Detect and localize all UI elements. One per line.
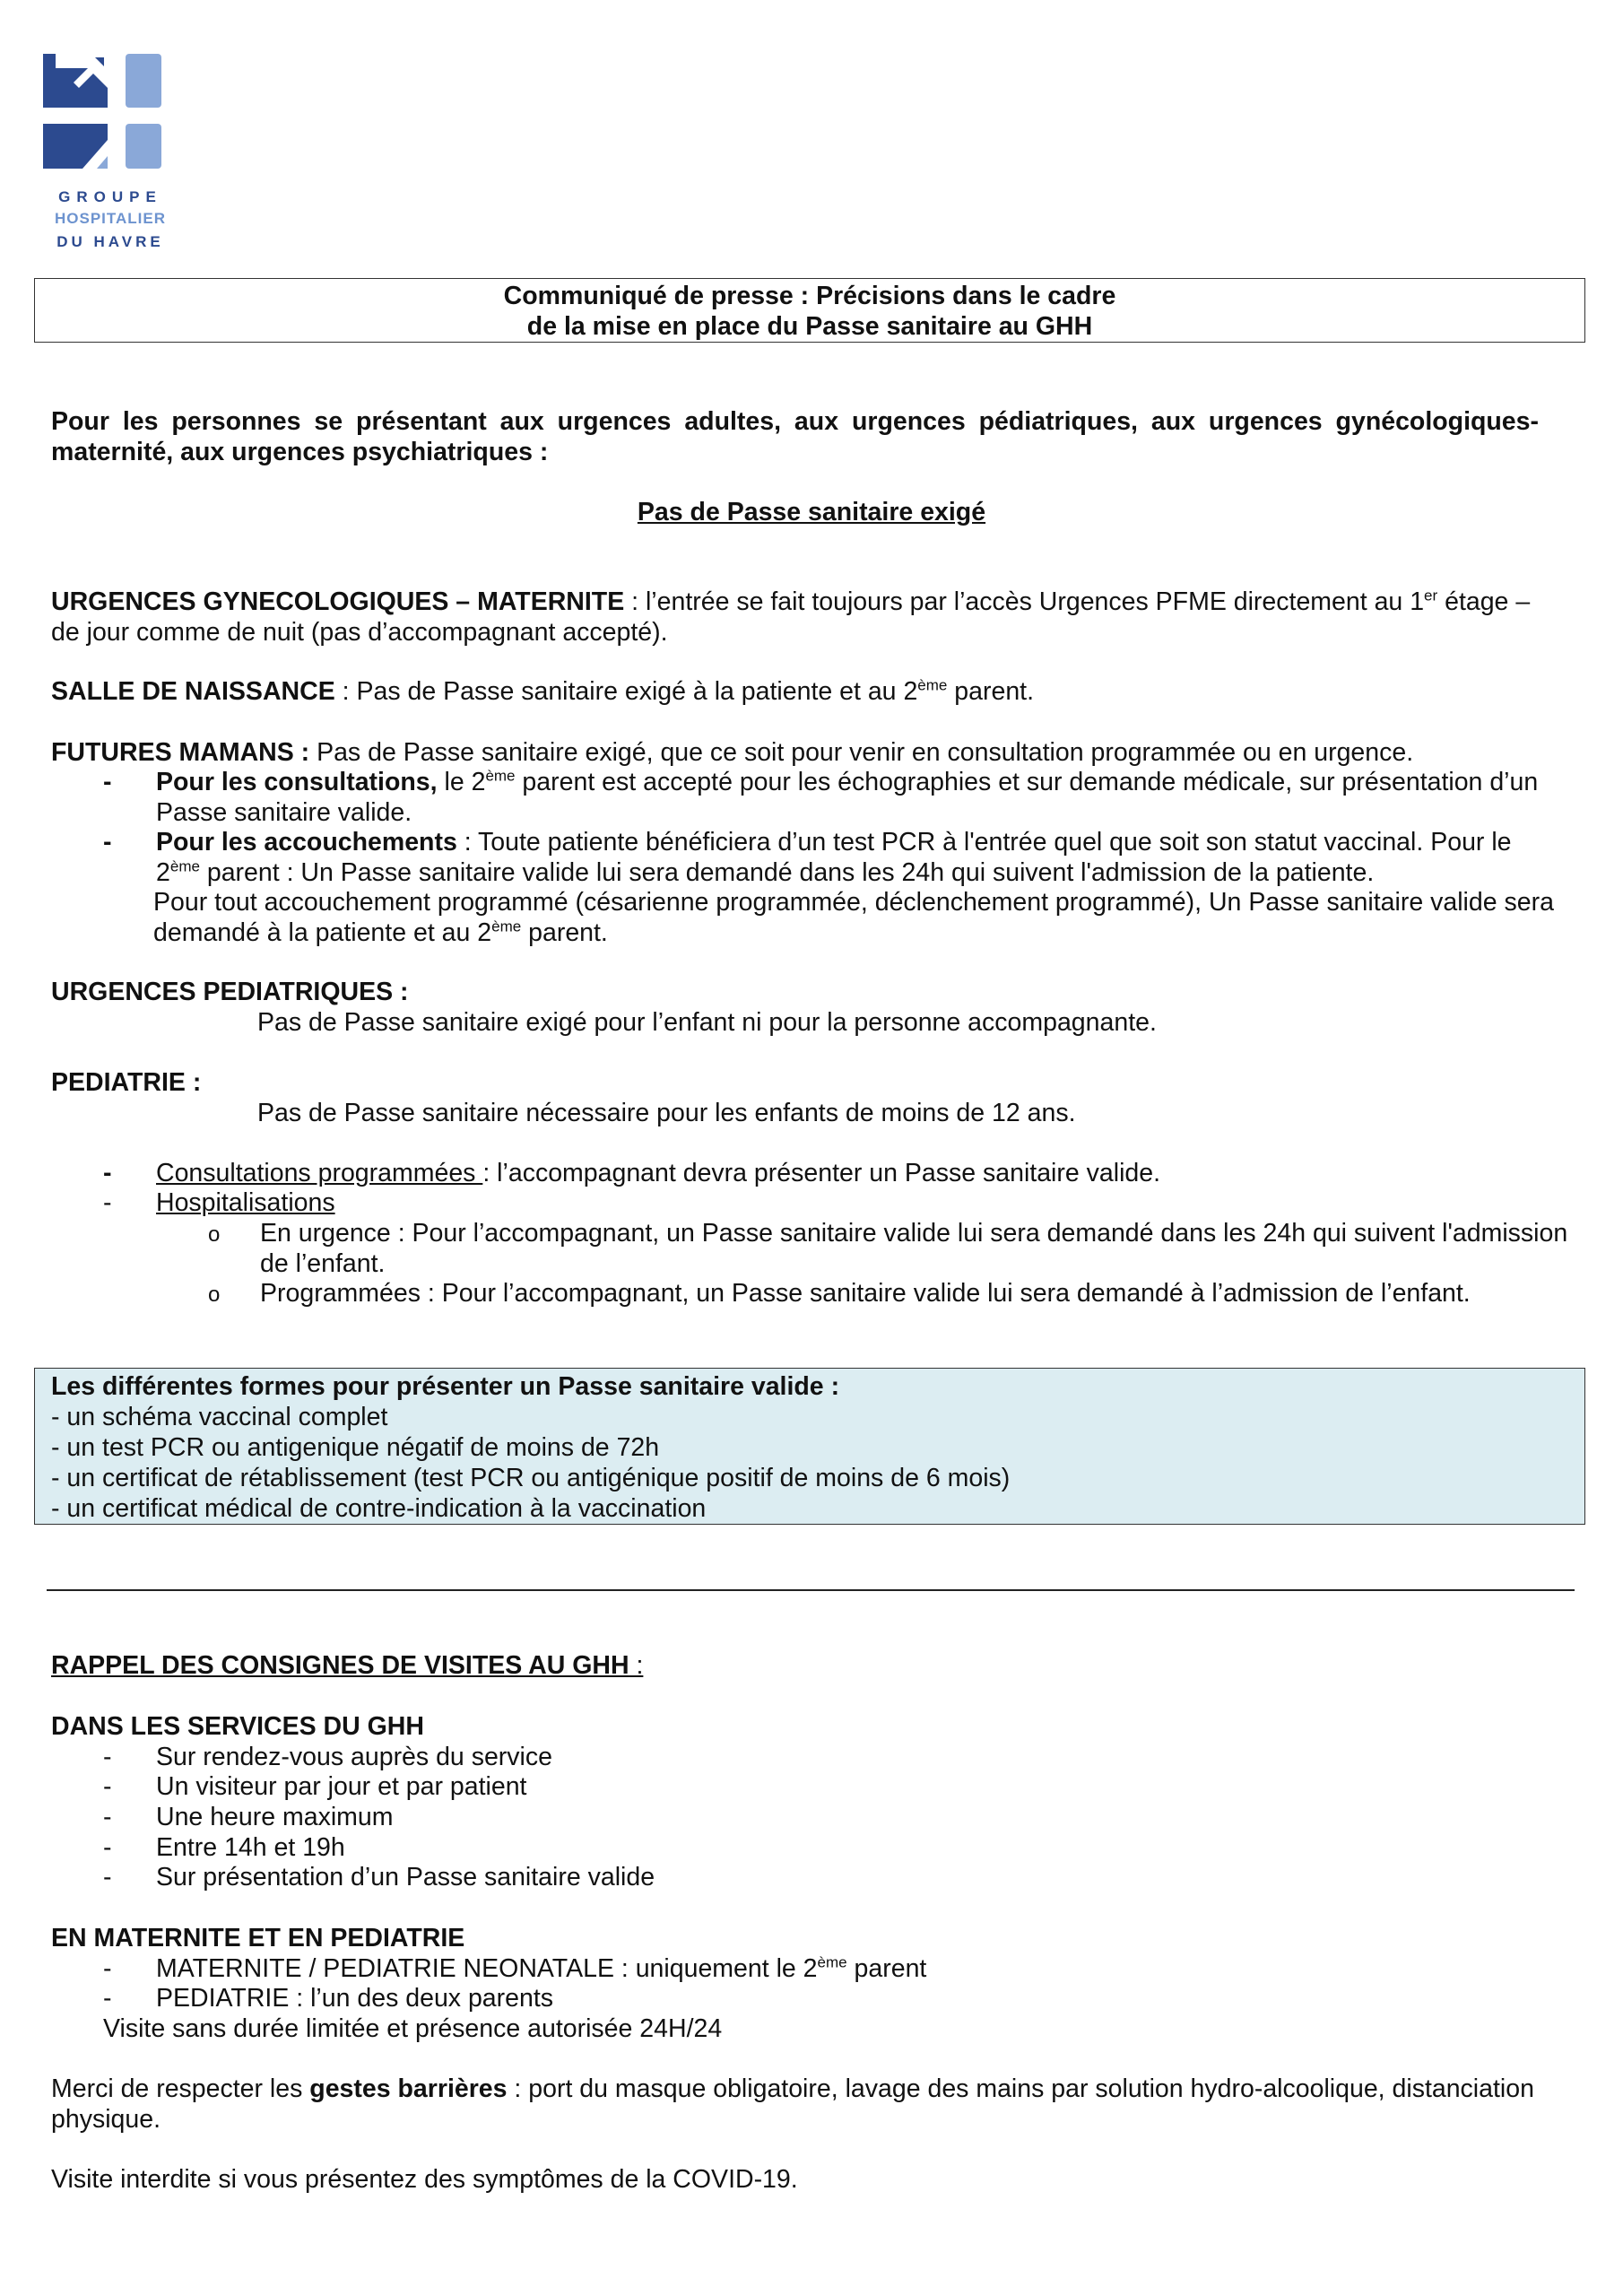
salle-sup: ème [917,676,948,694]
futures-b1-b: parent est accepté pour les échographies et sur demande médicale, sur présentation d’un [515,768,1539,796]
title-line1: Communiqué de presse : Précisions dans le cadre [503,282,1116,310]
futures-bullet2 [156,827,1572,857]
salle-label: SALLE DE NAISSANCE [51,677,335,706]
futures-b2-l2-pre: 2 [156,858,170,887]
maternite-dash: - [103,1954,112,1983]
pediatrie-label: PEDIATRIE : [51,1068,202,1097]
ped-bullet2-dash: - [103,1188,112,1217]
ped-sub1-circle: o [208,1222,221,1247]
futures-b2-l4-b: parent. [521,918,608,947]
logo-text-line2: HOSPITALIER [54,210,167,227]
futures-b2-l2-text: parent : Un Passe sanitaire valide lui sera demandé dans les 24h qui suivent l'admission de la patiente. [199,858,1375,887]
futures-bullet2-dash: - [103,828,112,857]
logo-text-line3: DU HAVRE [56,233,164,250]
logo-tile-bottom-right [126,124,161,169]
futures-b1-sup: ème [485,767,516,785]
ped-bullet2 [156,1187,1572,1218]
logo-tile-top-left [43,54,108,108]
futures-bullet1 [156,767,1572,797]
urg-gyn-line2: de jour comme de nuit (pas d’accompagnant accepté). [51,618,668,647]
maternite-item-sup: ème [817,1953,847,1971]
salle-text: : Pas de Passe sanitaire exigé à la patiente et au 2 [334,677,918,706]
futures-b2-l4-sup: ème [491,918,522,935]
futures-b1-line2: Passe sanitaire valide. [156,798,412,827]
ped-b1-link: Consultations programmées [156,1159,483,1187]
rappel-title-suffix: : [629,1651,644,1680]
ped-bullet1 [156,1158,1572,1188]
services-item: Un visiteur par jour et par patient [156,1772,527,1801]
intro-line1: Pour les personnes se présentant aux urgences adultes, aux urgences pédiatriques, aux urgences gynécologiques- [51,407,1540,436]
futures-label: FUTURES MAMANS : [51,738,310,767]
info-box-title: Les différentes formes pour présenter un Passe sanitaire valide : [51,1372,840,1401]
salle-line [51,676,1572,707]
info-box-item: - un schéma vaccinal complet [51,1403,388,1431]
futures-b2-a: : Toute patiente bénéficiera d’un test PCR à l'entrée quel que soit son statut vaccinal. Pour le [456,828,1512,857]
separator-line [47,1589,1575,1591]
futures-b2-line3: Pour tout accouchement programmé (césarienne programmée, déclenchement programmé), Un Passe sanitaire valide sera [153,888,1554,917]
urg-gyn-text-b: étage – [1437,587,1531,616]
futures-b2-line2 [156,857,1572,888]
futures-b2-l4-a: demandé à la patiente et au 2 [153,918,492,947]
final-warning: Visite interdite si vous présentez des symptômes de la COVID-19. [51,2165,798,2194]
ped-sub1-line1: En urgence : Pour l’accompagnant, un Passe sanitaire valide lui sera demandé dans les 24h qui suivent l'admission [260,1219,1568,1248]
valid-pass-info-box [34,1368,1585,1525]
urg-gyn-text: : l’entrée se fait toujours par l’accès Urgences PFME directement au 1 [624,587,1425,616]
intro-line2: maternité, aux urgences psychiatriques : [51,438,549,466]
rappel-title-line [51,1650,1572,1681]
services-item: Une heure maximum [156,1803,394,1831]
urg-gyn-label: URGENCES GYNECOLOGIQUES – MATERNITE [51,587,625,616]
salle-text-b: parent. [947,677,1035,706]
info-box-item: - un test PCR ou antigenique négatif de moins de 72h [51,1433,660,1462]
ped-sub2: Programmées : Pour l’accompagnant, un Passe sanitaire valide lui sera demandé à l’admission de l’enfant. [260,1279,1471,1308]
services-item: Sur rendez-vous auprès du service [156,1743,552,1771]
urg-ped-label: URGENCES PEDIATRIQUES : [51,978,409,1006]
futures-b1-label: Pour les consultations, [156,768,438,796]
ghh-logo [43,54,169,188]
futures-line [51,737,1572,768]
futures-bullet1-dash: - [103,768,112,796]
maternite-item-b: parent [846,1954,927,1983]
urg-ped-text: Pas de Passe sanitaire exigé pour l’enfant ni pour la personne accompagnante. [257,1008,1157,1037]
ped-sub2-circle: o [208,1283,221,1307]
title-box [34,278,1585,343]
maternite-item-a: MATERNITE / PEDIATRIE NEONATALE : uniquement le 2 [156,1954,818,1983]
title-line2: de la mise en place du Passe sanitaire au GHH [526,312,1093,341]
services-dash: - [103,1863,112,1892]
futures-b1-a: le 2 [437,768,486,796]
futures-b2-line4 [153,918,1572,948]
maternite-note: Visite sans durée limitée et présence autorisée 24H/24 [103,2014,723,2043]
ped-sub1-line2: de l’enfant. [260,1249,386,1278]
maternite-label: EN MATERNITE ET EN PEDIATRIE [51,1924,465,1952]
rappel-title: RAPPEL DES CONSIGNES DE VISITES AU GHH [51,1651,629,1680]
merci-a: Merci de respecter les [51,2074,310,2103]
services-label: DANS LES SERVICES DU GHH [51,1712,424,1741]
services-dash: - [103,1743,112,1771]
merci-bold: gestes barrières [309,2074,508,2103]
futures-b2-label: Pour les accouchements [156,828,457,857]
logo-tile-bottom-left [43,124,108,169]
info-box-item: - un certificat médical de contre-indication à la vaccination [51,1494,707,1523]
pediatrie-item: PEDIATRIE : l’un des deux parents [156,1984,554,2013]
logo-text-line1: GROUPE [58,188,162,205]
ped-b2-link: Hospitalisations [156,1188,335,1217]
info-box-item: - un certificat de rétablissement (test PCR ou antigénique positif de moins de 6 mois) [51,1464,1011,1492]
ped-b1-text: : l’accompagnant devra présenter un Passe sanitaire valide. [482,1159,1161,1187]
intro-centered: Pas de Passe sanitaire exigé [637,498,986,526]
services-dash: - [103,1803,112,1831]
urg-gyn-sup: er [1424,587,1438,604]
maternite-item [156,1953,1572,1984]
maternite-dash: - [103,1984,112,2013]
futures-text: Pas de Passe sanitaire exigé, que ce soit pour venir en consultation programmée ou en urgence. [309,738,1414,767]
services-item: Entre 14h et 19h [156,1833,345,1862]
services-dash: - [103,1833,112,1862]
merci-line2: physique. [51,2105,161,2134]
merci-line1 [51,2074,1572,2104]
pediatrie-text: Pas de Passe sanitaire nécessaire pour les enfants de moins de 12 ans. [257,1099,1076,1127]
services-item: Sur présentation d’un Passe sanitaire valide [156,1863,655,1892]
services-dash: - [103,1772,112,1801]
ped-bullet1-dash: - [103,1159,112,1187]
futures-b2-l2-sup: ème [169,857,200,875]
logo-tile-top-right [126,54,161,108]
urg-gyn-line1 [51,587,1572,617]
merci-b: : port du masque obligatoire, lavage des mains par solution hydro-alcoolique, distanciation [507,2074,1534,2103]
